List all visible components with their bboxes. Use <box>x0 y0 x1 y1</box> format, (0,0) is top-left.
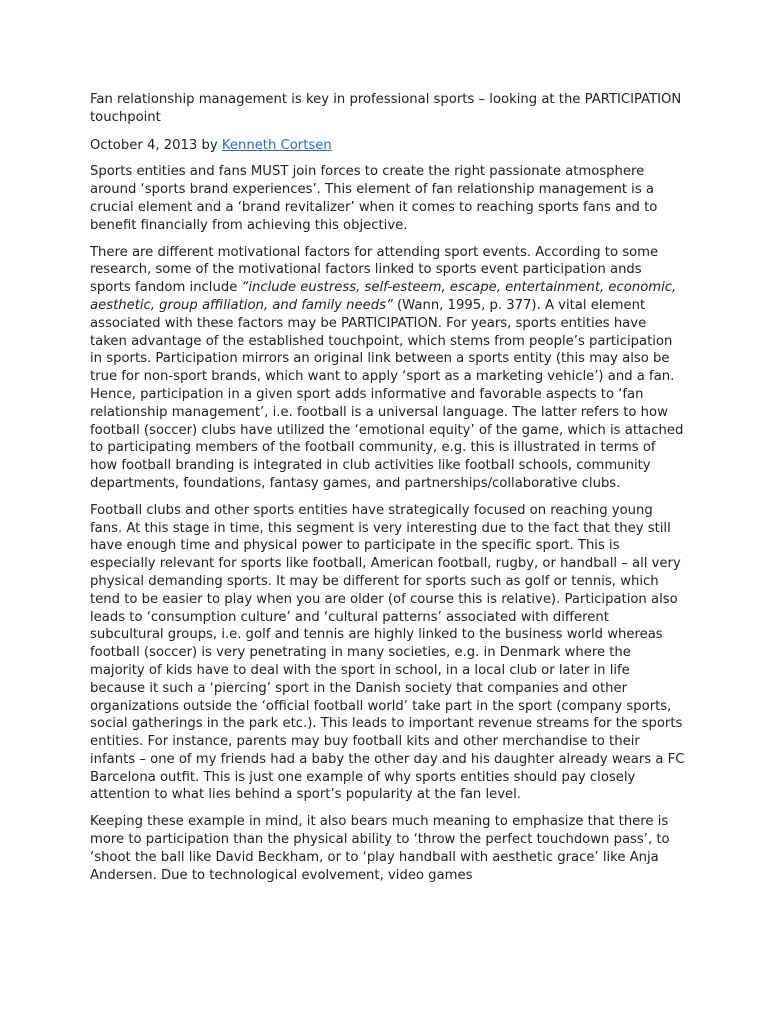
paragraph-2-intro: There are different motivational factors for attending sport events. According to some research, some of the motivational factors linked to sports event participation ands sports fandom include <box>90 244 659 296</box>
byline-separator: by <box>197 137 222 153</box>
paragraph-4: Keeping these example in mind, it also bears much meaning to emphasize that there is more to participation than the physical ability to ‘throw the perfect touchdown pass’, to ‘shoot the ball like David Beckham, or to ‘play handball with aesthetic grace’ like Anja Andersen. Due to technological evolvement, video games <box>90 814 670 883</box>
article-title: Fan relationship management is key in professional sports – looking at the PARTICIPATION touchpoint <box>90 92 682 125</box>
article-meta <box>90 137 686 155</box>
article-date: October 4, 2013 <box>90 137 198 153</box>
paragraph-2 <box>90 244 686 493</box>
paragraph-1: Sports entities and fans MUST join forces to create the right passionate atmosphere around ‘sports brand experiences’. This element of fan relationship management is a crucial element and a ‘brand revitalizer’ when it comes to reaching sports fans and to benefit financially from achieving this objective. <box>90 164 658 233</box>
document-page <box>90 91 686 893</box>
author-link[interactable]: Kenneth Cortsen <box>221 137 332 153</box>
paragraph-3: Football clubs and other sports entities have strategically focused on reaching young fans. At this stage in time, this segment is very interesting due to the fact that they still have enough time and physical power to participate in the specific sport. This is especially relevant for sports like football, American football, rugby, or handball – all very physical demanding sports. It may be different for sports such as golf or tennis, which tend to be easier to play when you are older (of course this is relative). Participation also leads to ‘consumption culture’ and ‘cultural patterns’ associated with different subcultural groups, i.e. golf and tennis are highly linked to the business world whereas football (soccer) is very penetrating in many societies, e.g. in Denmark where the majority of kids have to deal with the sport in school, in a local club or later in life because it such a ‘piercing’ sport in the Danish society that companies and other organizations outside the ‘official football world’ take part in the sport (company sports, social gatherings in the park etc.). This leads to important revenue streams for the sports entities. For instance, parents may buy football kits and other merchandise to their infants – one of my friends had a baby the other day and his daughter already wears a FC Barcelona outfit. This is just one example of why sports entities should pay closely attention to what lies behind a sport’s popularity at the fan level. <box>90 502 685 803</box>
paragraph-2-rest: (Wann, 1995, p. 377). A vital element associated with these factors may be PARTICIPATION. For years, sports entities have taken advantage of the established touchpoint, which stems from people’s participation in sports. Participation mirrors an original link between a sports entity (this may also be true for non-sport brands, which want to apply ‘sport as a marketing vehicle’) and a fan. Hence, participation in a given sport adds informative and favorable aspects to ‘fan relationship management’, i.e. football is a universal language. The latter refers to how football (soccer) clubs have utilized the ‘emotional equity’ of the game, which is attached to participating members of the football community, e.g. this is illustrated in terms of how football branding is integrated in club activities like football schools, community departments, foundations, fantasy games, and partnerships/collaborative clubs. <box>90 297 684 491</box>
paragraph-2-quote: “include eustress, self-esteem, escape, entertainment, economic, aesthetic, group affiliation, and family needs” <box>90 280 677 313</box>
